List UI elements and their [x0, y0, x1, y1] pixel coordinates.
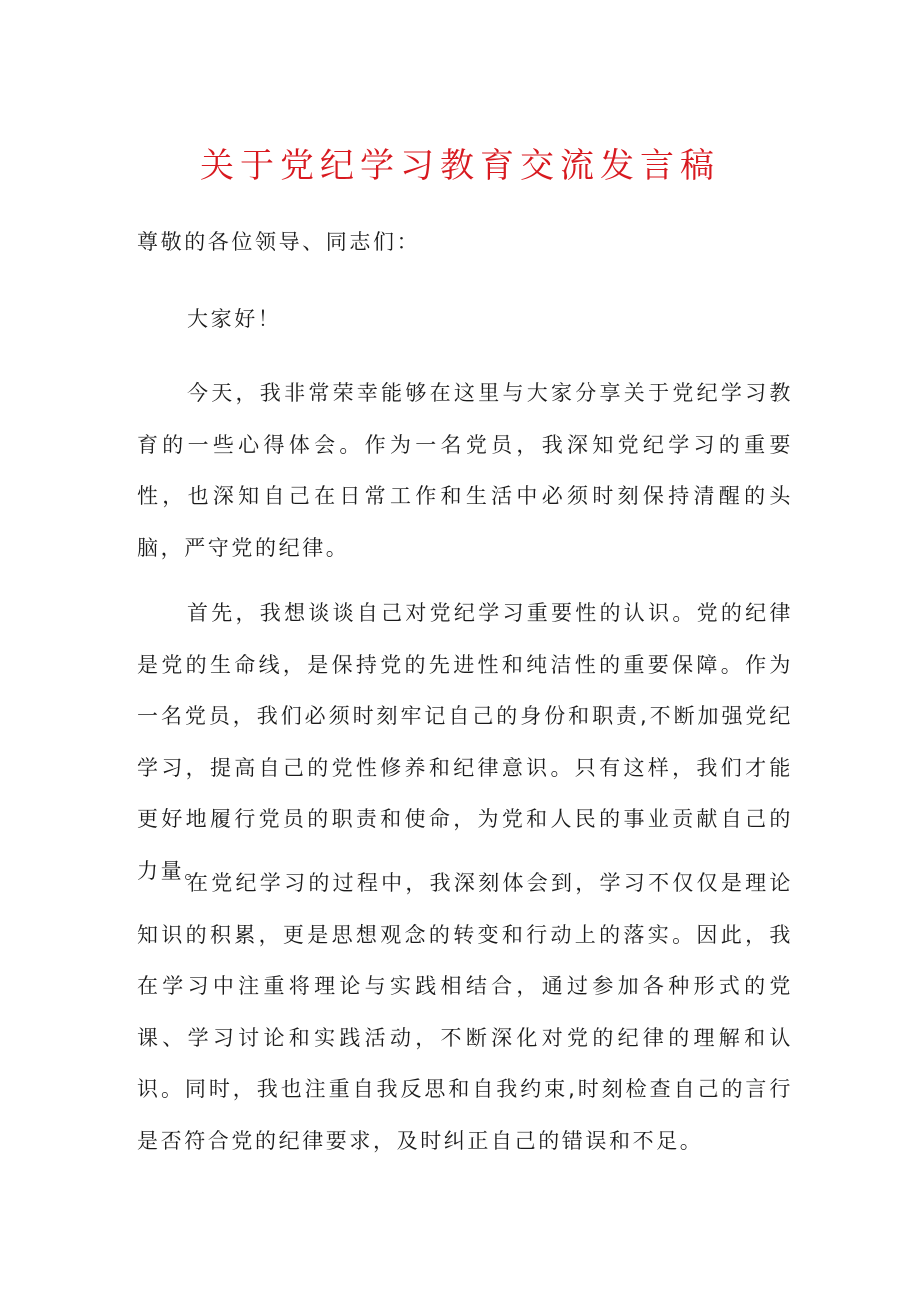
paragraph-3: 在党纪学习的过程中，我深刻体会到，学习不仅仅是理论知识的积累，更是思想观念的转变和行动上的落实。因此，我在学习中注重将理论与实践相结合，通过参加各种形式的党课、学习讨论和实践活动，不断深化对党的纪律的理解和认识。同时，我也注重自我反思和自我约束,时刻检查自己的言行是否符合党的纪律要求，及时纠正自己的错误和不足。: [137, 871, 793, 1153]
paragraph-2: 首先，我想谈谈自己对党纪学习重要性的认识。党的纪律是党的生命线，是保持党的先进性和纯洁性的重要保障。作为一名党员，我们必须时刻牢记自己的身份和职责,不断加强党纪学习，提高自己的党性修养和纪律意识。只有这样，我们才能更好地履行党员的职责和使命，为党和人民的事业贡献自己的力量。: [137, 601, 793, 883]
paragraph-1: 今天，我非常荣幸能够在这里与大家分享关于党纪学习教育的一些心得体会。作为一名党员，我深知党纪学习的重要性，也深知自己在日常工作和生活中必须时刻保持清醒的头脑，严守党的纪律。: [137, 381, 793, 560]
greeting: 大家好！: [187, 307, 282, 331]
document-title: 关于党纪学习教育交流发言稿: [200, 146, 720, 186]
salutation: 尊敬的各位领导、同志们：: [137, 230, 421, 254]
